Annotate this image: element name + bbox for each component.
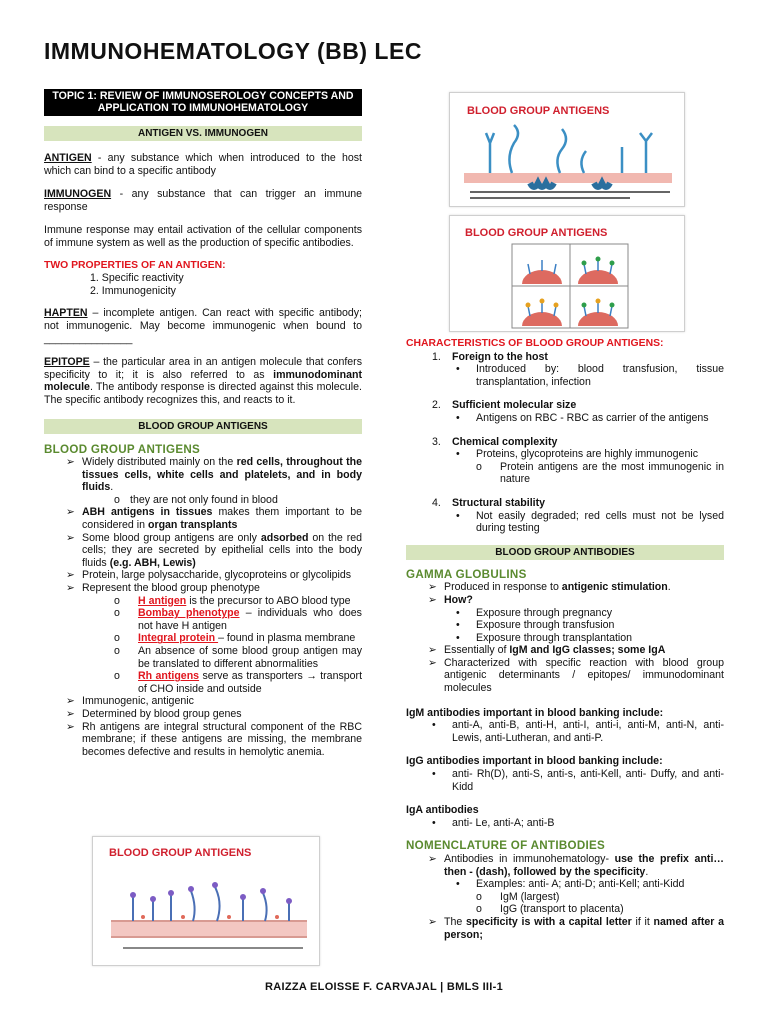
property-item: 2. Immunogenicity [90, 284, 176, 297]
two-properties-heading: TWO PROPERTIES OF AN ANTIGEN: [44, 259, 226, 271]
list-item: • Examples: anti- A; anti-D; anti-Kell; anti-Kidd [456, 878, 685, 891]
section-bar-blood-group-antibodies: BLOOD GROUP ANTIBODIES [406, 545, 724, 560]
epitope-definition: EPITOPE – the particular area in an antigen molecule that confers specificity to it; it is also referred to as immunodominant molecule. The antibody response is directed against this molecule. The specific antibody recognizes this, and reacts to it. [44, 356, 362, 406]
list-item: ➢ Essentially of IgM and IgG classes; some IgA [428, 644, 666, 657]
list-item: o An absence of some blood group antigen may be translated to different abnormalities [114, 645, 362, 670]
list-item: ➢ Immunogenic, antigenic [66, 695, 194, 708]
list-item: ➢ ABH antigens in tissues makes them important to be considered in organ transplants [66, 506, 363, 532]
list-item: o Integral protein – found in plasma membrane [114, 632, 356, 645]
list-item: • Exposure through pregnancy [456, 606, 613, 619]
list-item: ➢ Represent the blood group phenotype [66, 582, 260, 595]
list-item: ➢ Widely distributed mainly on the red cells, throughout the tissues cells, white cells and platelets, and in body fluids. [66, 456, 363, 494]
list-item: o Protein antigens are the most immunogenic in nature [476, 460, 724, 486]
image-caption: BLOOD GROUP ANTIGENS [109, 847, 252, 859]
list-item: ➢ The specificity is with a capital letter if it named after a person; [428, 915, 724, 941]
footer-author: RAIZZA ELOISSE F. CARVAJAL | BMLS III-1 [264, 981, 504, 993]
list-item: ➢ Characterized with specific reaction with blood group antigenic determinants / epitopes/ immunodominant molecules [428, 656, 724, 695]
list-item: • anti-A, anti-B, anti-H, anti-I, anti-i, anti-M, anti-N, anti-Lewis, anti-Lutheran, and anti-P. [432, 719, 724, 744]
igm-heading: IgM antibodies important in blood banking include: [406, 706, 664, 719]
membrane-diagram-graphic [93, 837, 321, 967]
blood-types-diagram-graphic [450, 216, 686, 333]
blood-group-antigens-membrane-image [92, 836, 320, 966]
immune-response-paragraph: Immune response may entail activation of the cellular components of immune system as well as the production of specific antibodies. [44, 224, 362, 249]
document-title: IMMUNOHEMATOLOGY (BB) LEC [44, 38, 422, 64]
list-item: • Exposure through transfusion [456, 619, 615, 632]
properties-list [90, 272, 362, 297]
list-item: 2. Sufficient molecular size [432, 399, 577, 412]
blood-group-types-image [449, 215, 685, 332]
list-item: o they are not only found in blood [114, 493, 278, 506]
list-item: ➢ Rh antigens are integral structural component of the RBC membrane; if these antigens are missing, the membrane becomes defective and results in hemolytic anemia. [66, 720, 362, 758]
list-item: o Bombay phenotype – individuals who does not have H antigen [114, 607, 362, 632]
subheading-nomenclature: NOMENCLATURE OF ANTIBODIES [406, 839, 606, 853]
image-caption: BLOOD GROUP ANTIGENS [467, 105, 610, 117]
hapten-definition: HAPTEN – incomplete antigen. Can react with specific antibody; not immunogenic. May become immunogenic when bound to _______________ [44, 307, 362, 345]
list-item: • anti- Le, anti-A; anti-B [432, 816, 555, 829]
list-item: ➢ Produced in response to antigenic stimulation. [428, 581, 671, 594]
structure-diagram-graphic [450, 93, 686, 208]
list-item: 4. Structural stability [432, 496, 546, 509]
list-item: ➢ Protein, large polysaccharide, glycoproteins or glycolipids [66, 569, 352, 582]
subheading-gamma-globulins: GAMMA GLOBULINS [406, 567, 527, 581]
list-item: o Rh antigens serve as transporters → transport of CHO inside and outside [114, 670, 363, 695]
list-item: o IgM (largest) [476, 890, 560, 903]
image-caption: BLOOD GROUP ANTIGENS [465, 227, 608, 239]
list-item: o H antigen is the precursor to ABO blood type [114, 594, 351, 607]
list-item: • Proteins, glycoproteins are highly immunogenic [456, 448, 698, 461]
list-item: 1. Foreign to the host [432, 350, 548, 363]
subheading-blood-group-antigens: BLOOD GROUP ANTIGENS [44, 442, 201, 456]
left-column [44, 89, 362, 758]
list-item: ➢ Determined by blood group genes [66, 707, 242, 720]
list-item: • anti- Rh(D), anti-S, anti-s, anti-Kell, anti- Duffy, and anti-Kidd [432, 768, 724, 793]
antigen-definition: ANTIGEN - any substance which when introduced to the host which can bind to a specific antibody [44, 152, 362, 177]
list-item: ➢ How? [428, 593, 473, 606]
section-bar-antigen-vs-immunogen: ANTIGEN VS. IMMUNOGEN [44, 126, 362, 141]
list-item: • Antigens on RBC - RBC as carrier of the antigens [456, 411, 709, 424]
section-bar-blood-group-antigens: BLOOD GROUP ANTIGENS [44, 419, 362, 434]
right-column [406, 338, 724, 941]
list-item: 3. Chemical complexity [432, 435, 558, 448]
list-item: • Not easily degraded; red cells must not be lysed during testing [456, 509, 724, 535]
list-item: • Introduced by: blood transfusion, tissue transplantation, infection [456, 363, 724, 388]
list-item: o IgG (transport to placenta) [476, 903, 624, 916]
immunogen-definition: IMMUNOGEN - any substance that can trigger an immune response [44, 188, 362, 213]
topic-banner: TOPIC 1: REVIEW OF IMMUNOSEROLOGY CONCEPTS AND APPLICATION TO IMMUNOHEMATOLOGY [44, 89, 362, 116]
blood-group-antigens-structure-image [449, 92, 685, 207]
igg-heading: IgG antibodies important in blood banking include: [406, 755, 663, 768]
list-item: • Exposure through transplantation [456, 631, 633, 644]
list-item: ➢ Antibodies in immunohematology- use the prefix anti… then - (dash), followed by the specificity. [428, 853, 724, 878]
iga-heading: IgA antibodies [406, 804, 479, 817]
property-item: 1. Specific reactivity [90, 272, 184, 285]
list-item: ➢ Some blood group antigens are only adsorbed on the red cells; they are secreted by epithelial cells into the body fluids (e.g. ABH, Lewis) [66, 531, 363, 569]
characteristics-heading: CHARACTERISTICS OF BLOOD GROUP ANTIGENS: [406, 338, 664, 349]
